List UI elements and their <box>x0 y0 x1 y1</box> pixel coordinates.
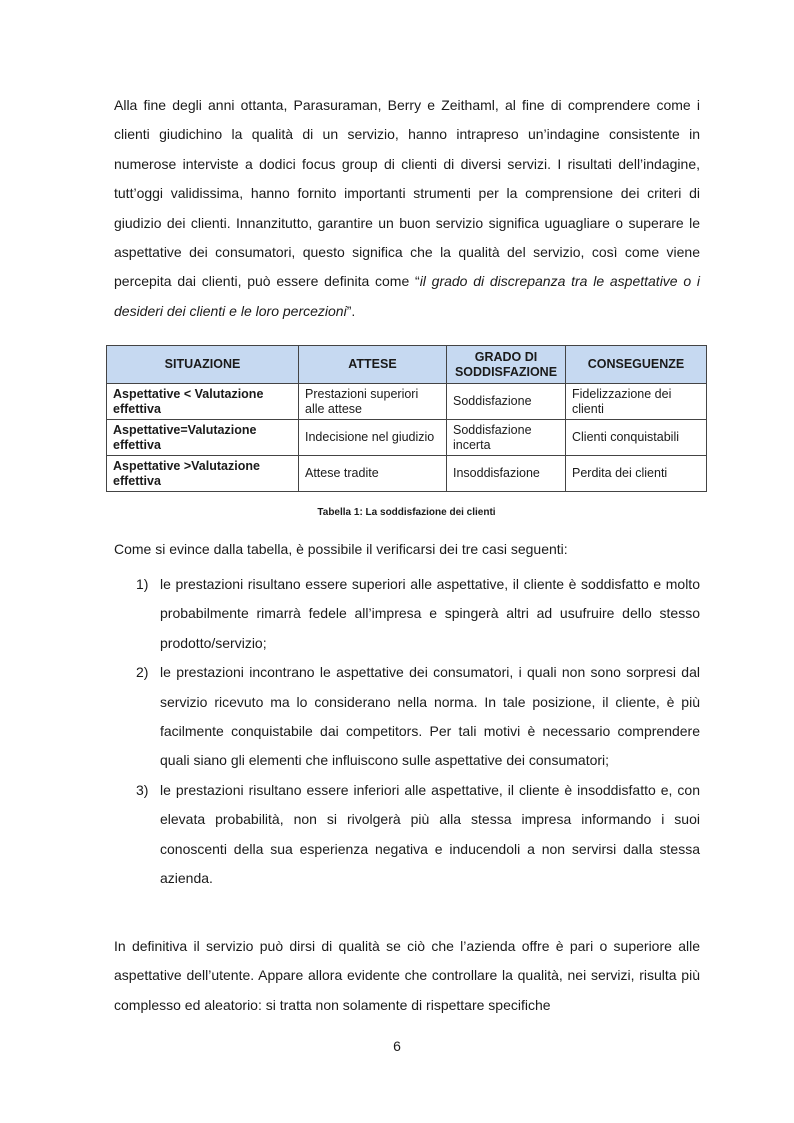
table-cell: Soddisfazione <box>447 384 566 420</box>
table-cell: Aspettative < Valutazione effettiva <box>107 384 299 420</box>
paragraph-conclusion: In definitiva il servizio può dirsi di qualità se ciò che l’azienda offre è pari o superiore alle aspettative dell’utente. Appare allora evidente che controllare la qualità, nei servizi, risulta più complesso ed aleatorio: si tratta non solamente di rispettare specifiche <box>114 938 700 1013</box>
page-number: 6 <box>393 1038 401 1054</box>
cases-list <box>136 570 700 893</box>
table-caption: Tabella 1: La soddisfazione dei clienti <box>317 507 496 518</box>
header-situazione: SITUAZIONE <box>107 346 299 384</box>
table-header-row <box>107 346 707 384</box>
table-cell: Attese tradite <box>299 456 447 492</box>
table-row <box>107 384 707 420</box>
quote-definition: il grado di discrepanza tra le aspettative o i desideri dei clienti e le loro percezioni <box>114 273 701 319</box>
table-cell: Aspettative >Valutazione effettiva <box>107 456 299 492</box>
table-cell: Prestazioni superiori alle attese <box>299 384 447 420</box>
table-row <box>107 420 707 456</box>
table-cell: Insoddisfazione <box>447 456 566 492</box>
list-intro: Come si evince dalla tabella, è possibile il verificarsi dei tre casi seguenti: <box>114 541 568 557</box>
list-number: 3) <box>136 781 149 798</box>
header-attese: ATTESE <box>299 346 447 384</box>
table-cell: Aspettative=Valutazione effettiva <box>107 420 299 456</box>
table-row <box>107 456 707 492</box>
list-item: 1) le prestazioni risultano essere superiori alle aspettative, il cliente è soddisfatto e molto probabilmente rimarrà fedele all’impresa e spingerà altri ad usufruire dello stesso prodotto/servizio; <box>136 570 700 658</box>
table-cell: Perdita dei clienti <box>566 456 707 492</box>
header-conseguenze: CONSEGUENZE <box>566 346 707 384</box>
list-item: 2) le prestazioni incontrano le aspettative dei consumatori, i quali non sono sorpresi dal servizio ricevuto ma lo considerano nella norma. In tale posizione, il cliente, è più facilmente conquistabile dai competitors. Per tali motivi è necessario comprendere quali siano gli elementi che influiscono sulle aspettative dei consumatori; <box>136 658 700 776</box>
table-cell: Fidelizzazione dei clienti <box>566 384 707 420</box>
header-grado: GRADO DI SODDISFAZIONE <box>447 346 566 384</box>
table-cell: Soddisfazione incerta <box>447 420 566 456</box>
satisfaction-table <box>106 345 707 492</box>
table-cell: Indecisione nel giudizio <box>299 420 447 456</box>
list-number: 2) <box>136 664 149 681</box>
paragraph-intro: Alla fine degli anni ottanta, Parasuraman, Berry e Zeithaml, al fine di comprendere come i clienti giudichino la qualità di un servizio, hanno intrapreso un’indagine consistente in numerose interviste a dodici focus group di clienti di diversi servizi. I risultati dell’indagine, tutt’oggi validissima, hanno fornito importanti strumenti per la comprensione dei criteri di giudizio dei clienti. Innanzitutto, garantire un buon servizio significa uguagliare o superare le aspettative dei consumatori, questo significa che la qualità del servizio, così come viene percepita dai clienti, può essere definita come “il grado di discrepanza tra le aspettative o i desideri dei clienti e le loro percezioni”. <box>114 97 701 319</box>
table-cell: Clienti conquistabili <box>566 420 707 456</box>
list-number: 1) <box>136 576 149 592</box>
list-item: 3) le prestazioni risultano essere inferiori alle aspettative, il cliente è insoddisfatto e, con elevata probabilità, non si rivolgerà più alla stessa impresa informando i suoi conoscenti della sua esperienza negativa e inducendoli a non servirsi dalla stessa azienda. <box>136 776 700 894</box>
